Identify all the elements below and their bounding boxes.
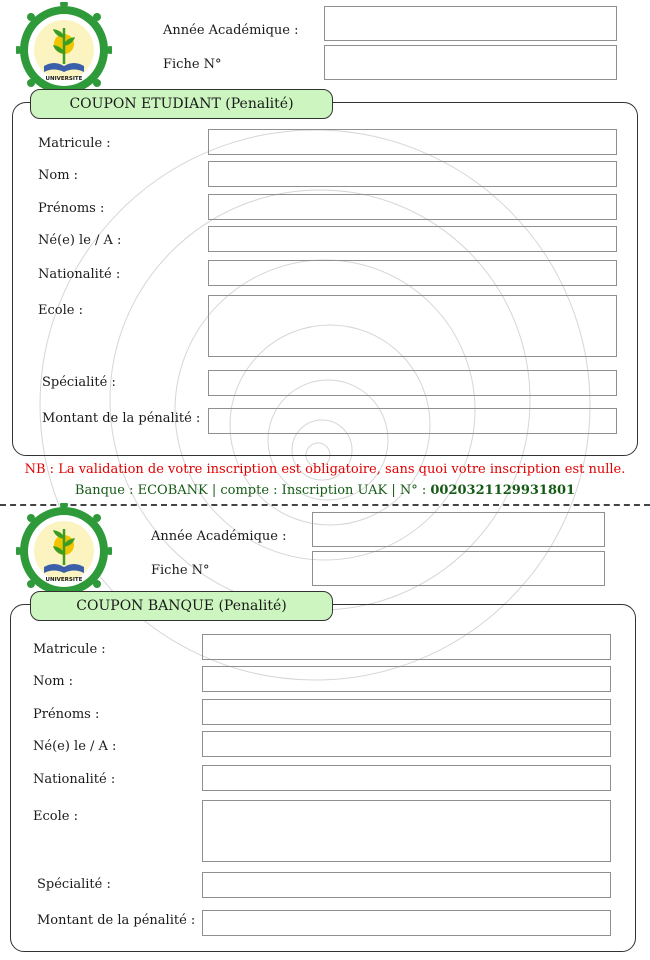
matricule-field[interactable] bbox=[202, 634, 611, 660]
montant-field[interactable] bbox=[202, 910, 611, 936]
fiche-number-field[interactable] bbox=[312, 551, 605, 586]
ecole-field[interactable] bbox=[202, 800, 611, 862]
nationalite-label: Nationalité : bbox=[38, 267, 121, 282]
annee-academique-label: Année Académique : bbox=[151, 529, 287, 544]
annee-academique-field[interactable] bbox=[324, 6, 617, 41]
nationalite-field[interactable] bbox=[208, 260, 617, 286]
bank-info-text: Banque : ECOBANK | compte : Inscription UAK | N° : bbox=[74, 483, 431, 498]
ne-le-label: Né(e) le / A : bbox=[38, 233, 122, 248]
montant-field[interactable] bbox=[208, 408, 617, 434]
ne-le-label: Né(e) le / A : bbox=[33, 739, 117, 754]
matricule-field[interactable] bbox=[208, 129, 617, 155]
fiche-number-field[interactable] bbox=[324, 45, 617, 80]
nom-field[interactable] bbox=[208, 161, 617, 187]
prenoms-field[interactable] bbox=[208, 194, 617, 220]
nationalite-label: Nationalité : bbox=[33, 772, 116, 787]
nom-field[interactable] bbox=[202, 666, 611, 692]
university-logo bbox=[16, 503, 112, 599]
svg-text:UNIVERSITE: UNIVERSITE bbox=[45, 577, 83, 583]
fiche-number-label: Fiche N° bbox=[151, 563, 210, 578]
ecole-label: Ecole : bbox=[38, 303, 83, 318]
bank-info bbox=[0, 482, 650, 500]
annee-academique-field[interactable] bbox=[312, 512, 605, 547]
ecole-label: Ecole : bbox=[33, 809, 78, 824]
university-logo bbox=[16, 2, 112, 98]
matricule-label: Matricule : bbox=[33, 642, 106, 657]
nationalite-field[interactable] bbox=[202, 765, 611, 791]
coupon-etudiant-title: COUPON ETUDIANT (Penalité) bbox=[30, 89, 333, 119]
svg-text:UNIVERSITE: UNIVERSITE bbox=[45, 76, 83, 82]
specialite-label: Spécialité : bbox=[42, 375, 116, 390]
nom-label: Nom : bbox=[38, 168, 79, 183]
montant-label: Montant de la pénalité : bbox=[42, 411, 201, 426]
prenoms-label: Prénoms : bbox=[38, 201, 105, 216]
ne-le-field[interactable] bbox=[208, 226, 617, 252]
specialite-field[interactable] bbox=[202, 872, 611, 898]
prenoms-field[interactable] bbox=[202, 699, 611, 725]
specialite-field[interactable] bbox=[208, 370, 617, 396]
coupon-banque-title: COUPON BANQUE (Penalité) bbox=[30, 591, 333, 621]
annee-academique-label: Année Académique : bbox=[163, 23, 299, 38]
prenoms-label: Prénoms : bbox=[33, 707, 100, 722]
matricule-label: Matricule : bbox=[38, 136, 111, 151]
montant-label: Montant de la pénalité : bbox=[37, 913, 196, 928]
ne-le-field[interactable] bbox=[202, 731, 611, 757]
specialite-label: Spécialité : bbox=[37, 877, 111, 892]
nom-label: Nom : bbox=[33, 674, 74, 689]
fiche-number-label: Fiche N° bbox=[163, 57, 222, 72]
account-number: 0020321129931801 bbox=[430, 483, 576, 498]
nb-notice: NB : La validation de votre inscription est obligatoire, sans quoi votre inscription est nulle. bbox=[24, 462, 626, 477]
ecole-field[interactable] bbox=[208, 295, 617, 357]
